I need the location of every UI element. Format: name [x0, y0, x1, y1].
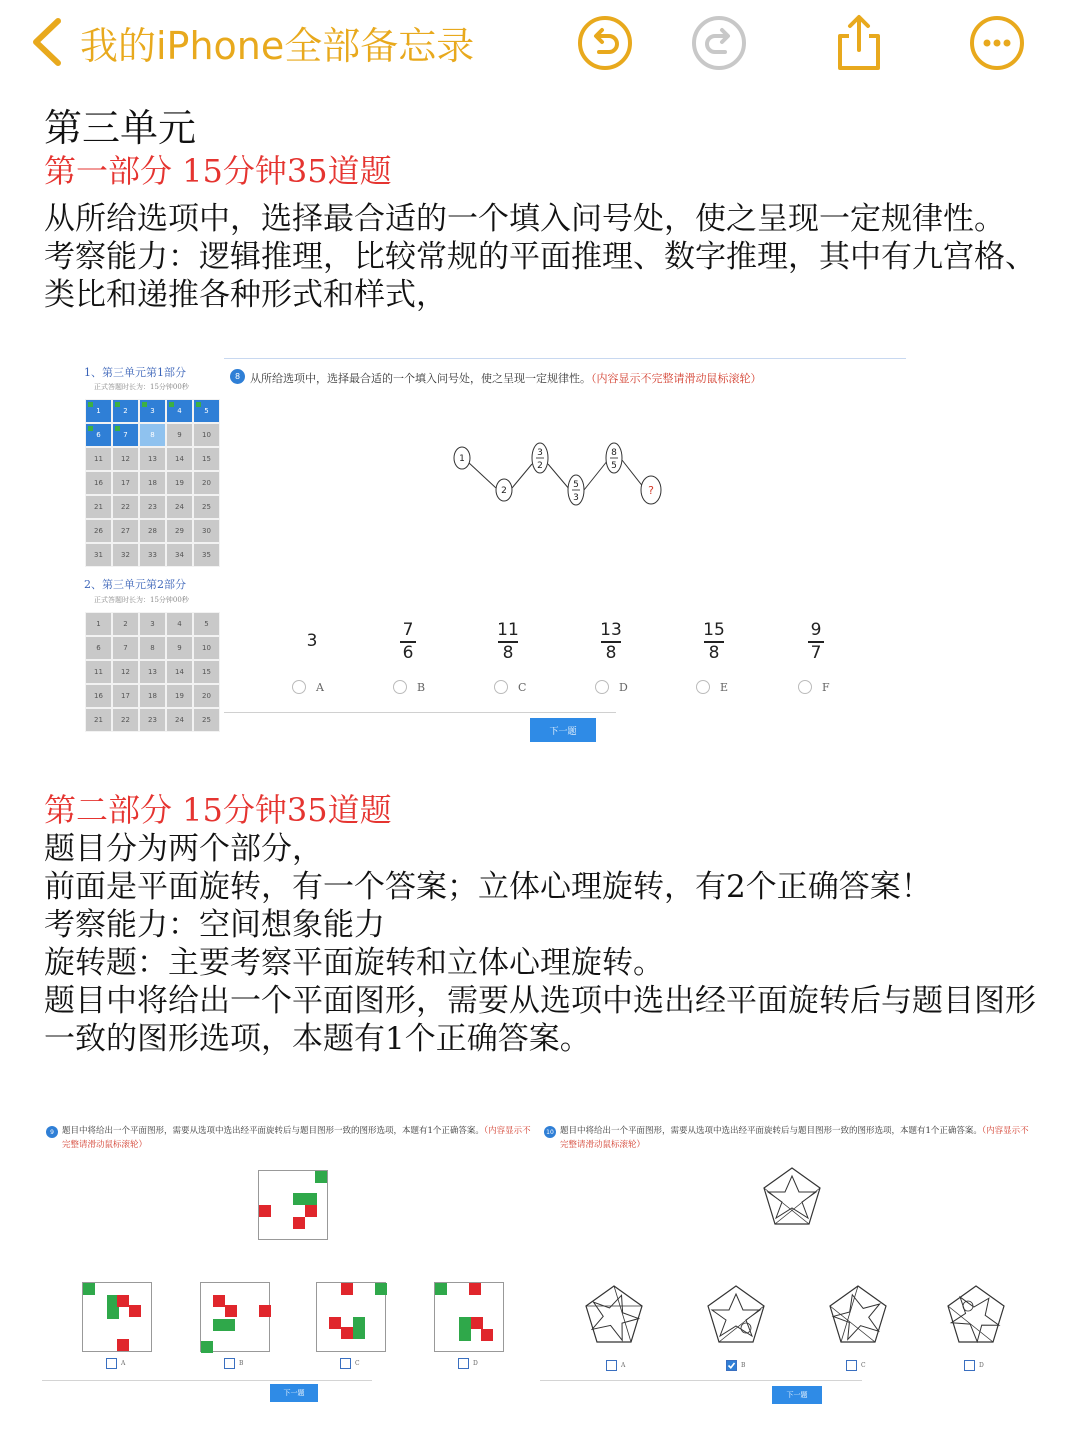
- radio-option-d[interactable]: [595, 680, 628, 694]
- question-prompt: 题目中将给出一个平面图形，需要从选项中选出经平面旋转后与题目图形一致的图形选项，本题有1个正确答案。: [560, 1126, 982, 1136]
- option-pentagon-c: [828, 1284, 888, 1346]
- question-pentagon-figure: [762, 1166, 822, 1228]
- redo-button[interactable]: [690, 14, 748, 72]
- sequence-denominator: 5: [611, 461, 617, 471]
- part2-line: 一致的图形选项，本题有1个正确答案。: [44, 1021, 591, 1057]
- part2-line: 考察能力：空间想象能力: [44, 907, 385, 943]
- option-pentagon-d: [946, 1284, 1006, 1346]
- section2-question-grid: [85, 612, 220, 732]
- option-letter: C: [355, 1360, 360, 1367]
- option-letter: E: [720, 680, 729, 694]
- undo-icon: [576, 14, 634, 72]
- option-numerator: 7: [402, 620, 414, 640]
- question-grid-cell[interactable]: 3: [139, 612, 166, 636]
- question-grid-cell[interactable]: 18: [139, 471, 166, 495]
- sequence-numerator: 8: [611, 448, 617, 458]
- question-grid-cell[interactable]: 4: [166, 399, 193, 423]
- question-text: [250, 370, 762, 386]
- section2-duration: 正式答题时长为：15分钟00秒: [94, 596, 189, 604]
- option-denominator: 6: [402, 642, 414, 663]
- scroll-warning: （内容显示不完整请滑动鼠标滚轮）: [62, 1126, 531, 1150]
- option-value-e: [684, 620, 744, 663]
- option-denominator: 8: [708, 642, 720, 663]
- section1-duration: 正式答题时长为：15分钟00秒: [94, 383, 189, 391]
- part2-heading: 第二部分 15分钟35道题: [44, 791, 392, 829]
- sequence-denominator: 2: [537, 461, 543, 471]
- option-letter: F: [822, 680, 830, 694]
- question-grid-cell[interactable]: 7: [112, 423, 139, 447]
- part1-line: 类比和递推各种形式和样式，: [44, 277, 447, 313]
- question-number-badge: 9: [46, 1126, 58, 1138]
- checkbox-option-a[interactable]: [606, 1360, 625, 1371]
- question-prompt: 题目中将给出一个平面图形，需要从选项中选出经平面旋转后与题目图形一致的图形选项，本题有1个正确答案。: [62, 1126, 484, 1136]
- option-letter: A: [621, 1362, 626, 1369]
- question-number-badge: 8: [230, 369, 245, 384]
- question-grid-cell[interactable]: 22: [112, 708, 139, 732]
- option-whole-number: 3: [306, 631, 318, 651]
- question-grid-cell[interactable]: 10: [193, 636, 220, 660]
- question-grid-cell[interactable]: 11: [85, 660, 112, 684]
- redo-icon: [690, 14, 748, 72]
- option-letter: C: [861, 1362, 866, 1369]
- part2-line: 题目中将给出一个平面图形，需要从选项中选出经平面旋转后与题目图形: [44, 983, 1036, 1019]
- part1-line: 考察能力：逻辑推理，比较常规的平面推理、数字推理，其中有九宫格、: [44, 239, 1036, 275]
- part2-line: 旋转题：主要考察平面旋转和立体心理旋转。: [44, 945, 664, 981]
- option-pentagon-b: [706, 1284, 766, 1346]
- option-letter: B: [239, 1360, 244, 1367]
- checkbox-option-c[interactable]: [846, 1360, 866, 1371]
- question-grid-cell[interactable]: 2: [112, 612, 139, 636]
- more-icon: [968, 14, 1026, 72]
- question-grid-cell[interactable]: 17: [112, 471, 139, 495]
- option-value-d: [581, 620, 641, 663]
- question-nav-sidebar: [84, 356, 222, 746]
- option-letter: A: [121, 1360, 126, 1367]
- checkbox-option-d[interactable]: [458, 1358, 478, 1369]
- question-grid-cell[interactable]: 20: [193, 684, 220, 708]
- undo-button[interactable]: [576, 14, 634, 72]
- question-grid-cell[interactable]: 5: [193, 399, 220, 423]
- sequence-numerator: 3: [537, 448, 543, 458]
- question-grid-cell[interactable]: 32: [112, 543, 139, 567]
- question-text: [62, 1124, 532, 1152]
- sequence-value: 1: [459, 454, 465, 464]
- radio-option-b[interactable]: [393, 680, 425, 694]
- question-grid-cell[interactable]: 33: [139, 543, 166, 567]
- option-numerator: 9: [810, 620, 822, 640]
- share-icon: [830, 14, 888, 72]
- question-grid-cell[interactable]: 14: [166, 660, 193, 684]
- question-grid-cell[interactable]: 28: [139, 519, 166, 543]
- exam-screenshot-pentagon-rotation: [540, 1118, 1040, 1410]
- divider: [224, 712, 616, 713]
- checkbox-option-d[interactable]: [964, 1360, 984, 1371]
- question-mark: ?: [648, 484, 654, 497]
- part2-line: 前面是平面旋转，有一个答案；立体心理旋转，有2个正确答案！: [44, 869, 932, 905]
- section2-title: 2、第三单元第2部分: [84, 578, 186, 591]
- back-label: 我的iPhone全部备忘录: [80, 23, 475, 68]
- next-question-button[interactable]: 下一题: [530, 718, 596, 742]
- option-letter: C: [518, 680, 527, 694]
- option-letter: B: [417, 680, 426, 694]
- option-figure-a: [82, 1282, 152, 1352]
- question-grid-cell[interactable]: 17: [112, 684, 139, 708]
- question-grid-cell[interactable]: 14: [166, 447, 193, 471]
- question-grid-cell[interactable]: 15: [193, 660, 220, 684]
- section1-question-grid: [85, 399, 220, 567]
- question-grid-cell[interactable]: 15: [193, 447, 220, 471]
- question-figure: [258, 1170, 328, 1240]
- question-grid-cell[interactable]: 35: [193, 543, 220, 567]
- question-grid-cell[interactable]: 5: [193, 612, 220, 636]
- option-figure-b: [200, 1282, 270, 1352]
- option-numerator: 11: [497, 620, 519, 640]
- question-grid-cell[interactable]: 1: [85, 399, 112, 423]
- question-grid-cell[interactable]: 6: [85, 423, 112, 447]
- sequence-numerator: 5: [573, 480, 579, 490]
- part1-line: 从所给选项中，选择最合适的一个填入问号处，使之呈现一定规律性。: [44, 201, 1005, 237]
- radio-option-f[interactable]: [798, 680, 830, 694]
- checkbox-option-b[interactable]: [224, 1358, 243, 1369]
- radio-option-e[interactable]: [696, 680, 728, 694]
- question-grid-cell[interactable]: 11: [85, 447, 112, 471]
- question-grid-cell[interactable]: 24: [166, 495, 193, 519]
- option-figure-d: [434, 1282, 504, 1352]
- question-prompt: 从所给选项中，选择最合适的一个填入问号处，使之呈现一定规律性。: [250, 372, 591, 385]
- section1-title: 1、第三单元第1部分: [84, 366, 186, 379]
- nav-bar: [0, 0, 1080, 92]
- question-grid-cell[interactable]: 23: [139, 708, 166, 732]
- share-button[interactable]: [830, 14, 888, 72]
- question-grid-cell[interactable]: 16: [85, 684, 112, 708]
- part2-line: 题目分为两个部分，: [44, 831, 323, 867]
- radio-option-c[interactable]: [494, 680, 526, 694]
- question-grid-cell[interactable]: 25: [193, 708, 220, 732]
- option-value-b: [378, 620, 438, 663]
- checkbox-option-b[interactable]: [726, 1360, 745, 1371]
- next-question-button[interactable]: 下一题: [772, 1386, 822, 1404]
- scroll-warning: （内容显示不完整请滑动鼠标滚轮）: [591, 372, 762, 385]
- question-grid-cell[interactable]: 8: [139, 636, 166, 660]
- option-numerator: 13: [600, 620, 622, 640]
- sequence-denominator: 3: [573, 493, 579, 503]
- question-grid-cell[interactable]: 12: [112, 447, 139, 471]
- scroll-warning: （内容显示不完整请滑动鼠标滚轮）: [560, 1126, 1029, 1150]
- option-value-c: [478, 620, 538, 663]
- question-grid-cell[interactable]: 18: [139, 684, 166, 708]
- divider: [540, 1380, 862, 1381]
- checkbox-option-c[interactable]: [340, 1358, 360, 1369]
- back-button[interactable]: [30, 12, 474, 72]
- question-grid-cell[interactable]: 20: [193, 471, 220, 495]
- question-grid-cell[interactable]: 29: [166, 519, 193, 543]
- more-button[interactable]: [968, 14, 1026, 72]
- question-grid-cell[interactable]: 19: [166, 471, 193, 495]
- question-grid-cell[interactable]: 16: [85, 471, 112, 495]
- question-grid-cell[interactable]: 4: [166, 612, 193, 636]
- note-title: 第三单元: [44, 106, 197, 150]
- question-grid-cell[interactable]: 10: [193, 423, 220, 447]
- question-grid-cell[interactable]: 34: [166, 543, 193, 567]
- question-grid-cell[interactable]: 8: [139, 423, 166, 447]
- option-letter: D: [619, 680, 628, 694]
- part1-heading: 第一部分 15分钟35道题: [44, 152, 392, 190]
- question-grid-cell[interactable]: 2: [112, 399, 139, 423]
- option-denominator: 7: [810, 642, 822, 663]
- checkbox-option-a[interactable]: [106, 1358, 125, 1369]
- question-grid-cell[interactable]: 23: [139, 495, 166, 519]
- option-numerator: 15: [703, 620, 725, 640]
- option-value-a: [282, 620, 342, 662]
- question-grid-cell[interactable]: 13: [139, 447, 166, 471]
- question-grid-cell[interactable]: 30: [193, 519, 220, 543]
- question-grid-cell[interactable]: 21: [85, 495, 112, 519]
- question-grid-cell[interactable]: 7: [112, 636, 139, 660]
- option-value-f: [786, 620, 846, 663]
- question-grid-cell[interactable]: 21: [85, 708, 112, 732]
- question-grid-cell[interactable]: 9: [166, 636, 193, 660]
- divider: [224, 358, 906, 359]
- option-denominator: 8: [605, 642, 617, 663]
- next-question-button[interactable]: 下一题: [270, 1384, 318, 1402]
- question-grid-cell[interactable]: 9: [166, 423, 193, 447]
- question-grid-cell[interactable]: 12: [112, 660, 139, 684]
- question-grid-cell[interactable]: 31: [85, 543, 112, 567]
- checkmark-icon: [726, 1360, 737, 1371]
- question-number-badge: 10: [544, 1126, 556, 1138]
- exam-screenshot-square-rotation: [42, 1118, 531, 1410]
- question-text: [560, 1124, 1036, 1152]
- question-grid-cell[interactable]: 1: [85, 612, 112, 636]
- radio-option-a[interactable]: [292, 680, 324, 694]
- option-letter: A: [316, 680, 324, 694]
- chevron-left-icon: [30, 17, 64, 67]
- number-sequence-figure: [454, 442, 674, 512]
- option-figure-c: [316, 1282, 386, 1352]
- question-grid-cell[interactable]: 13: [139, 660, 166, 684]
- question-grid-cell[interactable]: 3: [139, 399, 166, 423]
- divider: [42, 1380, 372, 1381]
- question-grid-cell[interactable]: 25: [193, 495, 220, 519]
- question-grid-cell[interactable]: 19: [166, 684, 193, 708]
- question-grid-cell[interactable]: 22: [112, 495, 139, 519]
- exam-screenshot-part1: [84, 356, 908, 746]
- question-grid-cell[interactable]: 6: [85, 636, 112, 660]
- option-letter: D: [473, 1360, 478, 1367]
- question-grid-cell[interactable]: 26: [85, 519, 112, 543]
- question-grid-cell[interactable]: 27: [112, 519, 139, 543]
- option-letter: D: [979, 1362, 984, 1369]
- option-pentagon-a: [584, 1284, 644, 1346]
- option-letter: B: [741, 1362, 746, 1369]
- sequence-value: 2: [501, 486, 507, 496]
- question-grid-cell[interactable]: 24: [166, 708, 193, 732]
- option-denominator: 8: [502, 642, 514, 663]
